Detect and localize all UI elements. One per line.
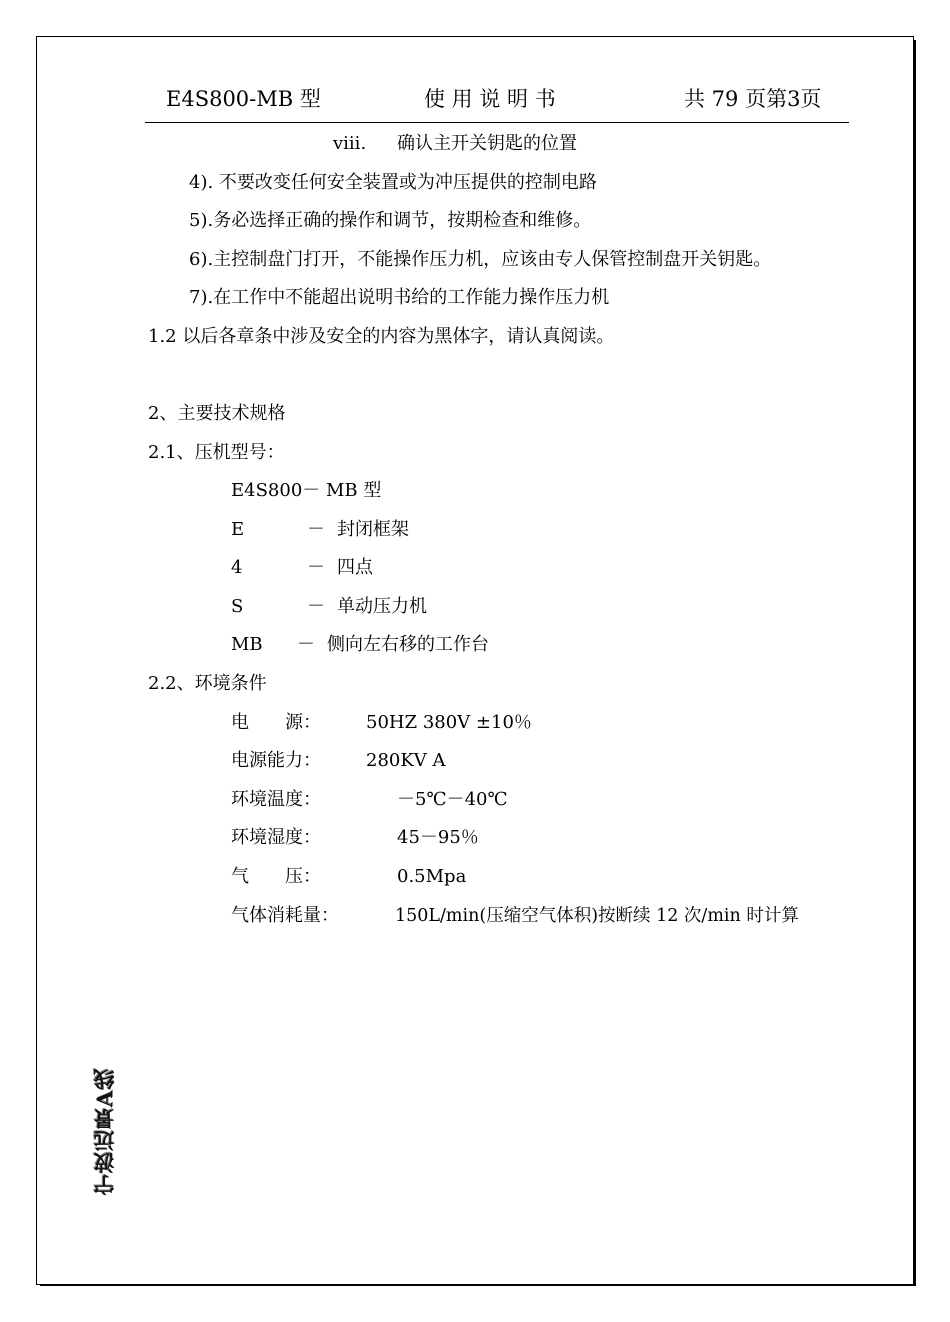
code-letter: 4	[231, 557, 243, 578]
env-value: －5℃－40℃	[397, 789, 508, 810]
header-page-count: 共 79 页第3页	[684, 87, 822, 111]
env-label: 环境湿度：	[231, 827, 321, 848]
env-value: 280KV A	[366, 750, 446, 771]
env-label: 气体消耗量：	[231, 905, 339, 926]
section-2-2-heading: 2.2、环境条件	[148, 673, 267, 694]
env-value: 50HZ 380V ±10％	[366, 712, 532, 733]
env-label: 环境温度：	[231, 789, 321, 810]
safety-item-7: 7).在工作中不能超出说明书给的工作能力操作压力机	[189, 287, 610, 308]
header-title: 使 用 说 明 书	[424, 87, 556, 111]
header-model: E4S800-MB 型	[166, 87, 321, 111]
safety-item-5: 5).务必选择正确的操作和调节，按期检查和维修。	[189, 210, 592, 231]
code-description: 封闭框架	[337, 519, 409, 540]
header-rule	[145, 122, 849, 123]
code-description: 四点	[337, 557, 373, 578]
code-letter: S	[231, 596, 244, 617]
env-label: 气 压：	[231, 866, 321, 887]
env-label: 电 源：	[231, 712, 321, 733]
code-description: 单动压力机	[337, 596, 427, 617]
code-dash: －	[307, 557, 325, 578]
model-line: E4S800－ MB 型	[231, 480, 382, 501]
code-dash: －	[297, 634, 315, 655]
code-letter: MB	[231, 634, 263, 655]
env-value: 45－95％	[397, 827, 479, 848]
side-stamp: 宁波远景A线	[92, 1068, 117, 1196]
code-dash: －	[307, 596, 325, 617]
safety-viii-text: 确认主开关钥匙的位置	[397, 133, 577, 154]
code-letter: E	[231, 519, 245, 540]
safety-item-6: 6).主控制盘门打开，不能操作压力机，应该由专人保管控制盘开关钥匙。	[189, 249, 772, 270]
page-border-shadow-right	[914, 40, 916, 1286]
env-label: 电源能力：	[231, 750, 321, 771]
safety-viii-number: viii.	[333, 133, 367, 154]
safety-item-4: 4). 不要改变任何安全装置或为冲压提供的控制电路	[189, 172, 597, 193]
code-dash: －	[307, 519, 325, 540]
section-2-1-heading: 2.1、压机型号：	[148, 442, 285, 463]
section-2-heading: 2、主要技术规格	[148, 403, 286, 424]
code-description: 侧向左右移的工作台	[327, 634, 489, 655]
env-value: 0.5Mpa	[397, 866, 467, 887]
env-value: 150L/min(压缩空气体积)按断续 12 次/min 时计算	[395, 906, 799, 926]
page-border-shadow-bottom	[40, 1285, 916, 1286]
note-1-2: 1.2 以后各章条中涉及安全的内容为黑体字，请认真阅读。	[148, 326, 615, 347]
